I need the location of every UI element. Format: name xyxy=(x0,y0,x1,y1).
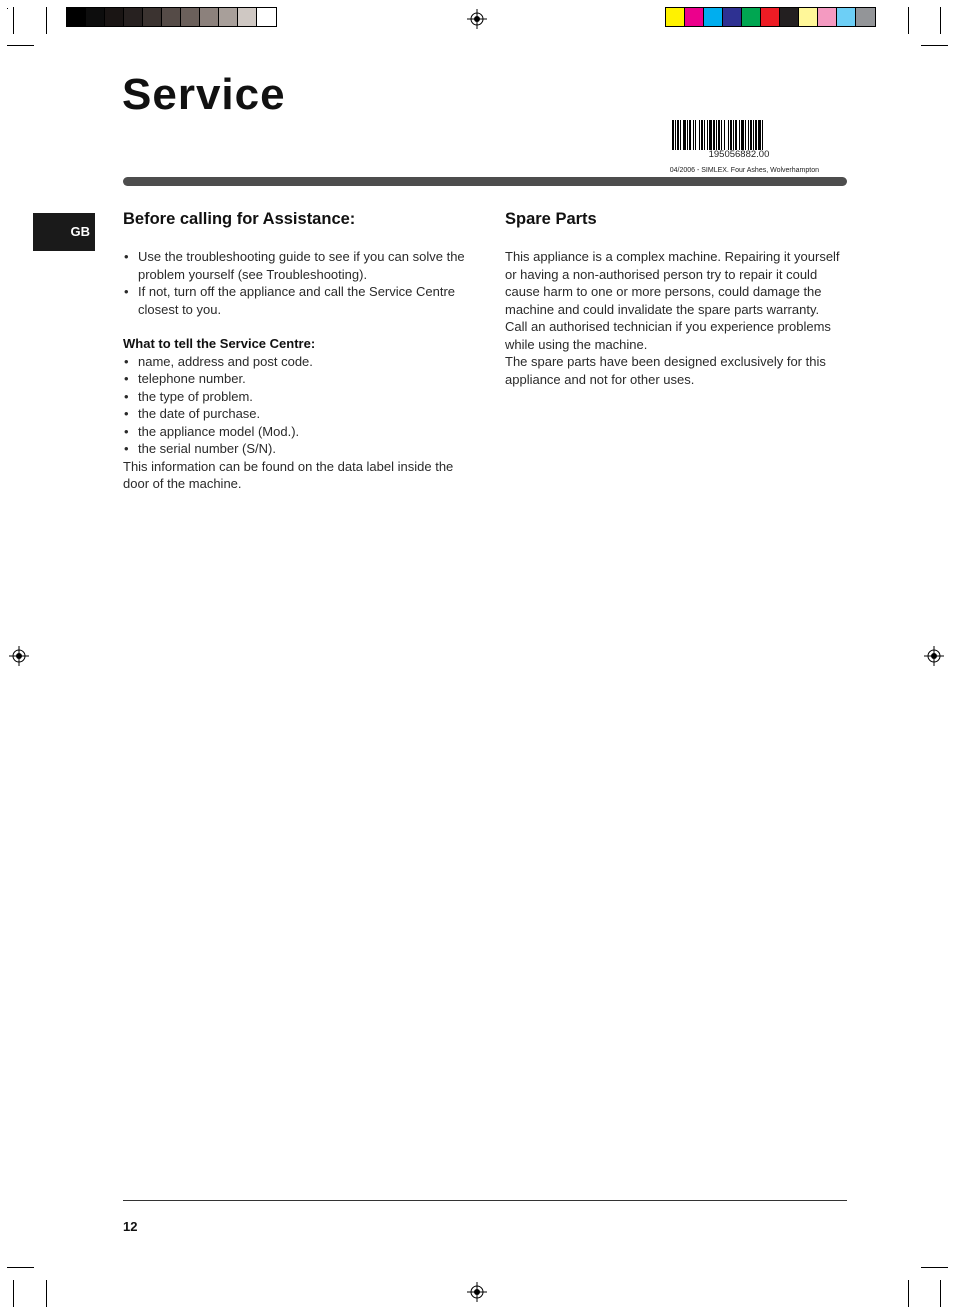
footer-rule xyxy=(123,1200,847,1201)
header-rule xyxy=(123,177,847,186)
color-swatch xyxy=(238,8,257,26)
spare-parts-paragraph: Call an authorised technician if you experience problems while using the machine. xyxy=(505,319,831,352)
spare-parts-heading: Spare Parts xyxy=(505,210,597,228)
color-swatch xyxy=(856,8,875,26)
color-swatch xyxy=(742,8,761,26)
color-swatch xyxy=(124,8,143,26)
language-tab xyxy=(33,213,95,251)
color-swatch xyxy=(67,8,86,26)
crop-mark xyxy=(940,7,941,34)
crop-mark xyxy=(13,7,14,34)
crop-mark xyxy=(7,8,8,9)
language-tab-label: GB xyxy=(70,224,90,239)
process-color-bar xyxy=(665,7,876,27)
color-swatch xyxy=(799,8,818,26)
color-swatch xyxy=(86,8,105,26)
crop-mark xyxy=(46,1280,47,1307)
barcode-icon xyxy=(672,120,806,150)
crop-mark xyxy=(908,1280,909,1307)
list-item: • If not, turn off the appliance and call the Service Centre closest to you. xyxy=(123,283,468,318)
list-item: • Use the troubleshooting guide to see if you can solve the problem yourself (see Troubleshooting). xyxy=(123,248,468,283)
grayscale-color-bar xyxy=(66,7,277,27)
color-swatch xyxy=(704,8,723,26)
color-swatch xyxy=(181,8,200,26)
spare-parts-section xyxy=(505,208,850,388)
registration-mark-icon xyxy=(924,646,944,666)
registration-mark-icon xyxy=(9,646,29,666)
crop-mark xyxy=(7,45,34,46)
spare-parts-paragraph: The spare parts have been designed exclusively for this appliance and not for other uses. xyxy=(505,354,826,387)
list-item: • the serial number (S/N). xyxy=(123,440,468,458)
crop-mark xyxy=(13,1280,14,1307)
list-item: • the date of purchase. xyxy=(123,405,468,423)
assistance-section xyxy=(123,208,468,493)
page-number: 12 xyxy=(123,1219,138,1234)
color-swatch xyxy=(143,8,162,26)
spare-parts-paragraph: This appliance is a complex machine. Repairing it yourself or having a non-authorised person try to repair it could cause harm to one or more persons, could damage the machine and could invalidate the spare parts warranty. xyxy=(505,249,840,317)
list-item: • the type of problem. xyxy=(123,388,468,406)
color-swatch xyxy=(162,8,181,26)
print-imprint: 04/2006 - SIMLEX. Four Ashes, Wolverhampton xyxy=(669,167,819,174)
color-swatch xyxy=(200,8,219,26)
assistance-heading: Before calling for Assistance: xyxy=(123,210,356,228)
list-item: • the appliance model (Mod.). xyxy=(123,423,468,441)
color-swatch xyxy=(685,8,704,26)
crop-mark xyxy=(46,7,47,34)
crop-mark xyxy=(921,45,948,46)
data-label-note: This information can be found on the data label inside the door of the machine. xyxy=(123,458,454,491)
crop-mark xyxy=(940,1280,941,1307)
crop-mark xyxy=(921,1267,948,1268)
list-item: • name, address and post code. xyxy=(123,353,468,371)
color-swatch xyxy=(837,8,856,26)
color-swatch xyxy=(219,8,238,26)
color-swatch xyxy=(761,8,780,26)
service-centre-info-list xyxy=(123,353,468,458)
crop-mark xyxy=(7,1267,34,1268)
service-centre-subheading: What to tell the Service Centre: xyxy=(123,336,316,351)
color-swatch xyxy=(780,8,799,26)
color-swatch xyxy=(818,8,837,26)
color-swatch xyxy=(105,8,124,26)
registration-mark-icon xyxy=(467,9,487,29)
list-item: • telephone number. xyxy=(123,370,468,388)
barcode-number: 195056882.00 xyxy=(708,149,770,160)
crop-mark xyxy=(908,7,909,34)
color-swatch xyxy=(723,8,742,26)
assistance-bullets xyxy=(123,248,468,318)
page-title: Service xyxy=(122,70,286,119)
registration-mark-icon xyxy=(467,1282,487,1302)
color-swatch xyxy=(666,8,685,26)
color-swatch xyxy=(257,8,276,26)
